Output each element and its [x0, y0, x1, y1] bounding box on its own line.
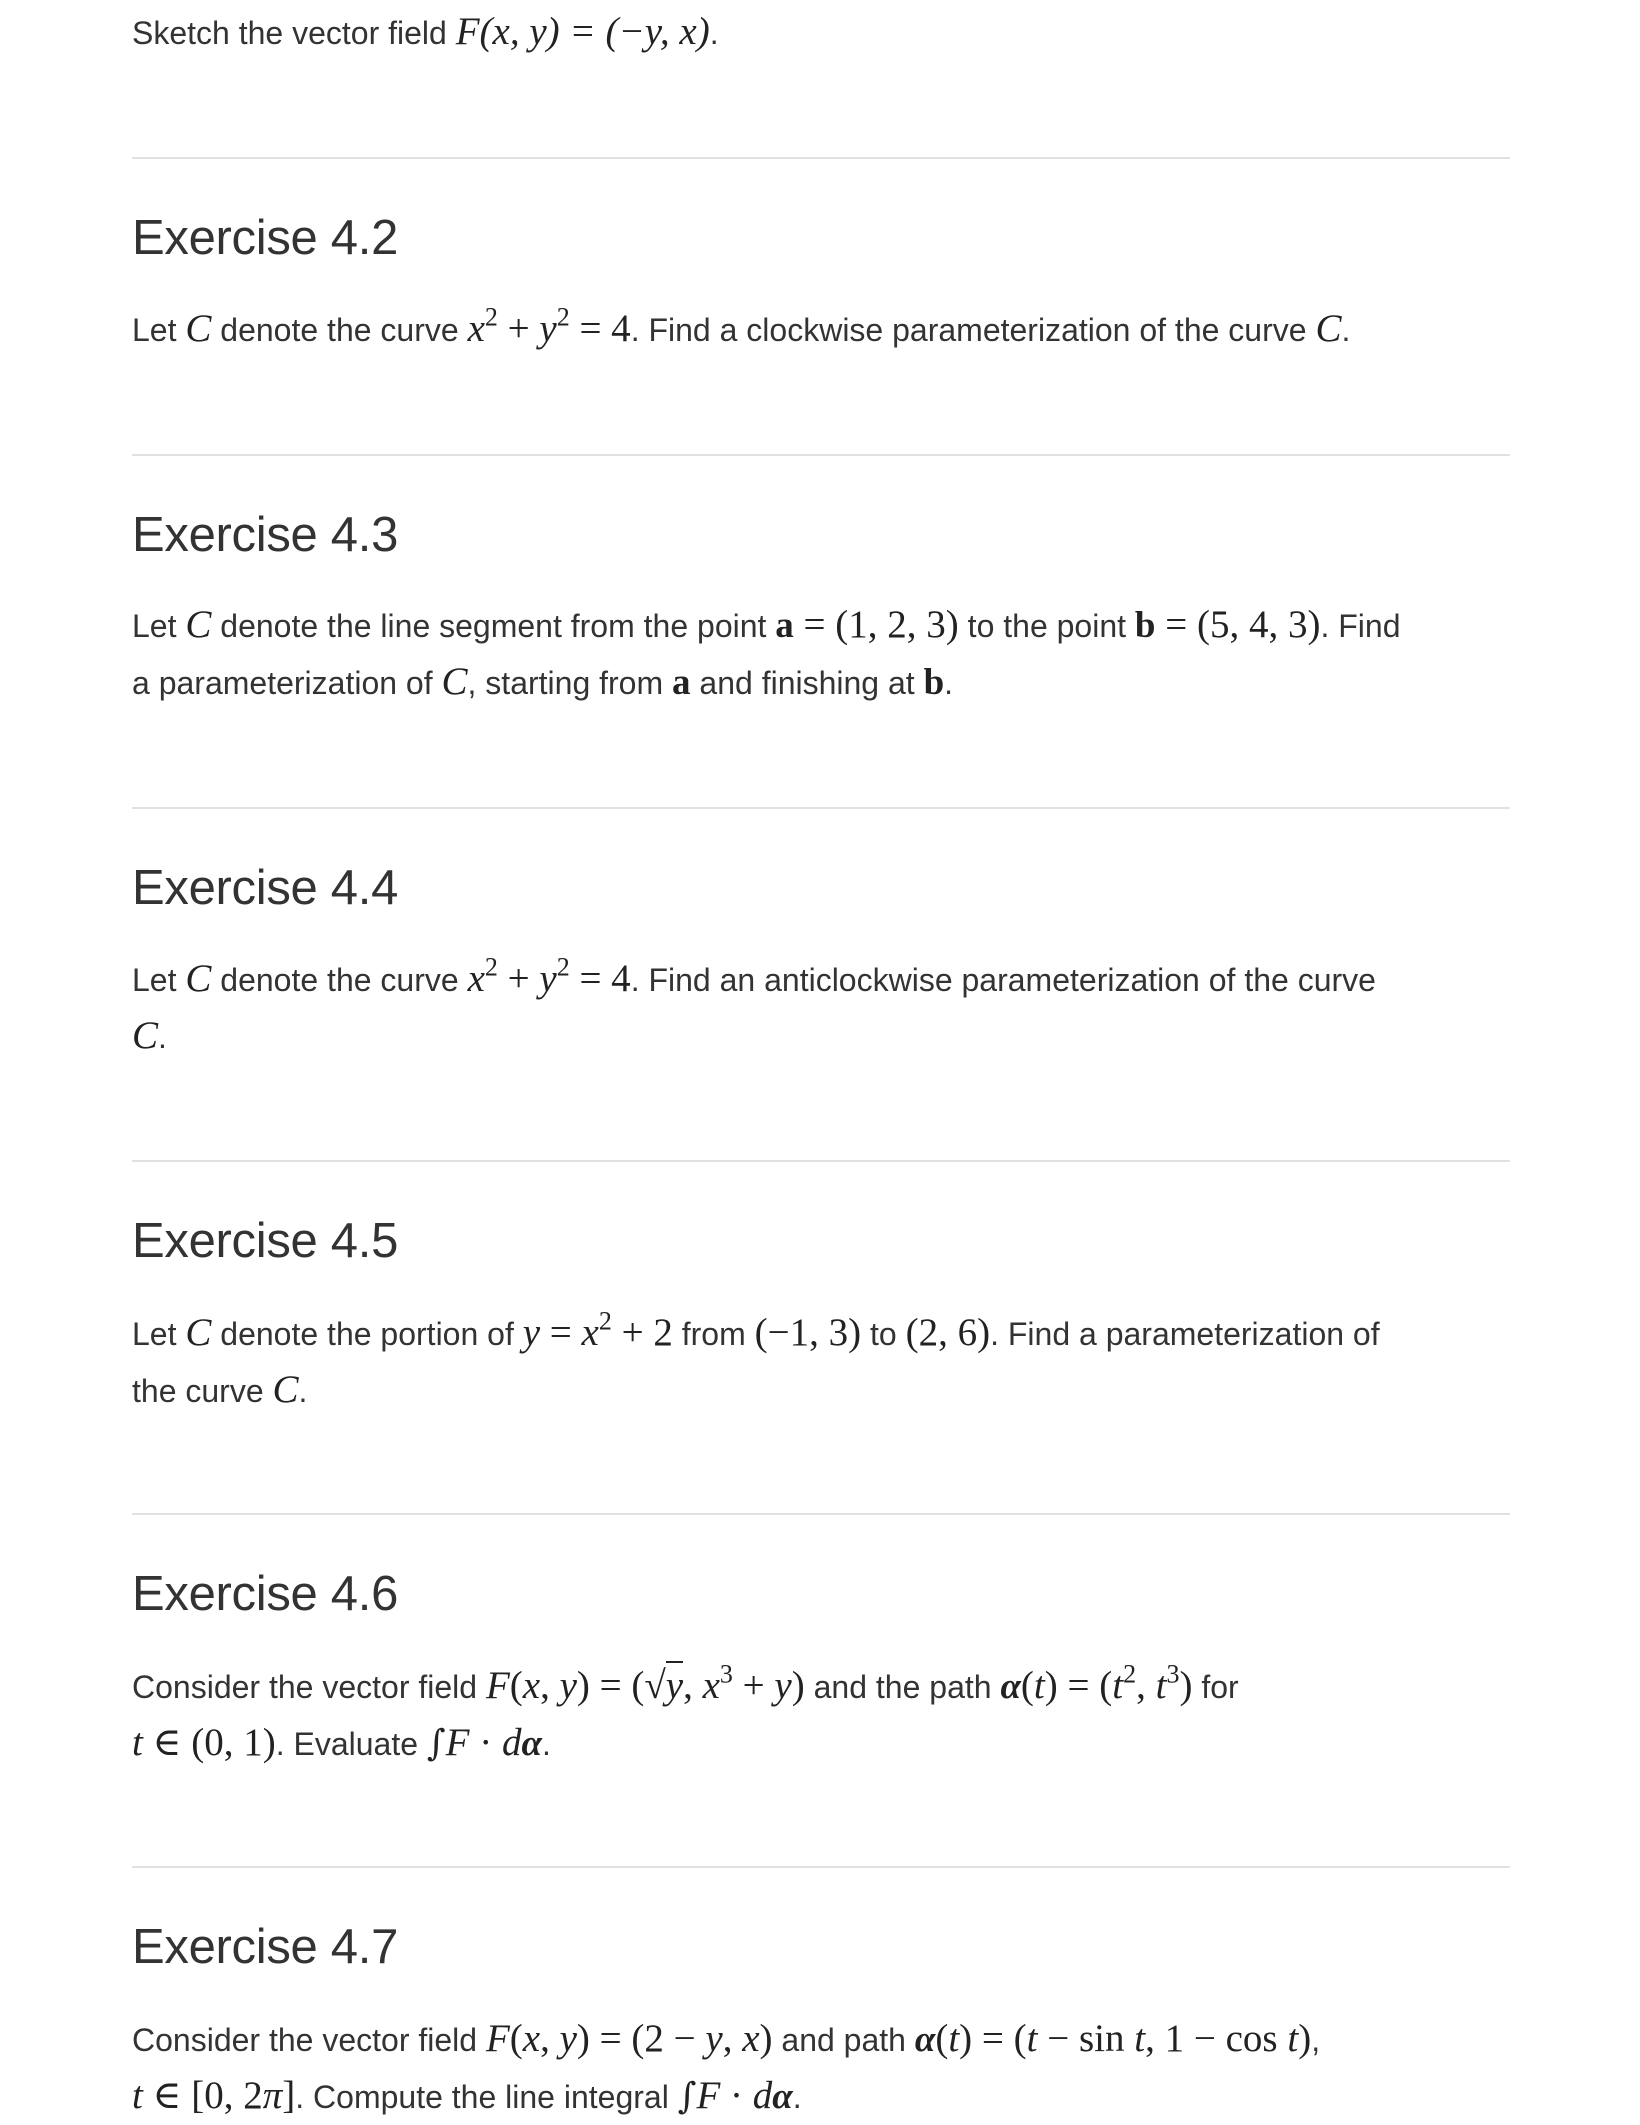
intro-math: F(x, y) = (−y, x)	[455, 10, 710, 53]
exercise-body: Let C denote the curve $x^2 + y^2 = 4$. Find a clockwise parameterization of the curve C.	[132, 302, 1351, 350]
exercise-title: Exercise 4.6	[132, 1567, 399, 1621]
divider	[132, 1513, 1510, 1515]
exercise-body: Let C denote the line segment from the point a = (1, 2, 3) to the point b = (5, 4, 3). Find a parameterization of C, starting from a and finishing at b.	[132, 603, 1401, 703]
divider	[132, 1866, 1510, 1868]
divider	[132, 1160, 1510, 1162]
intro-label: Sketch the vector field	[132, 15, 447, 51]
exercise-title: Exercise 4.2	[132, 211, 399, 265]
divider	[132, 807, 1510, 809]
exercise-body: Let C denote the curve $x^2 + y^2 = 4$. Find an anticlockwise parameterization of the curve C.	[132, 952, 1376, 1057]
intro-text: Sketch the vector field F(x, y) = (−y, x).	[132, 10, 719, 53]
divider	[132, 454, 1510, 456]
divider	[132, 157, 1510, 159]
exercise-title: Exercise 4.4	[132, 861, 399, 915]
exercise-title: Exercise 4.3	[132, 508, 399, 562]
exercise-body: Consider the vector field F(x, y) = (√y, $x^3 + y$) and the path $\alpha(t) = (t^2$, $t^3$) for t ∈ (0, 1). Evaluate ∫F · dα.	[132, 1659, 1239, 1764]
exercise-body: Consider the vector field F(x, y) = (2 − y, x) and path α(t) = (t − sin t, 1 − cos t), t ∈ [0, 2π]. Compute the line integral ∫F · dα.	[132, 2017, 1321, 2117]
exercise-body: Let C denote the portion of $y = x^2 + 2$ from (−1, 3) to (2, 6). Find a parameterization of the curve C.	[132, 1306, 1380, 1411]
exercise-title: Exercise 4.7	[132, 1920, 399, 1974]
exercise-title: Exercise 4.5	[132, 1214, 399, 1268]
